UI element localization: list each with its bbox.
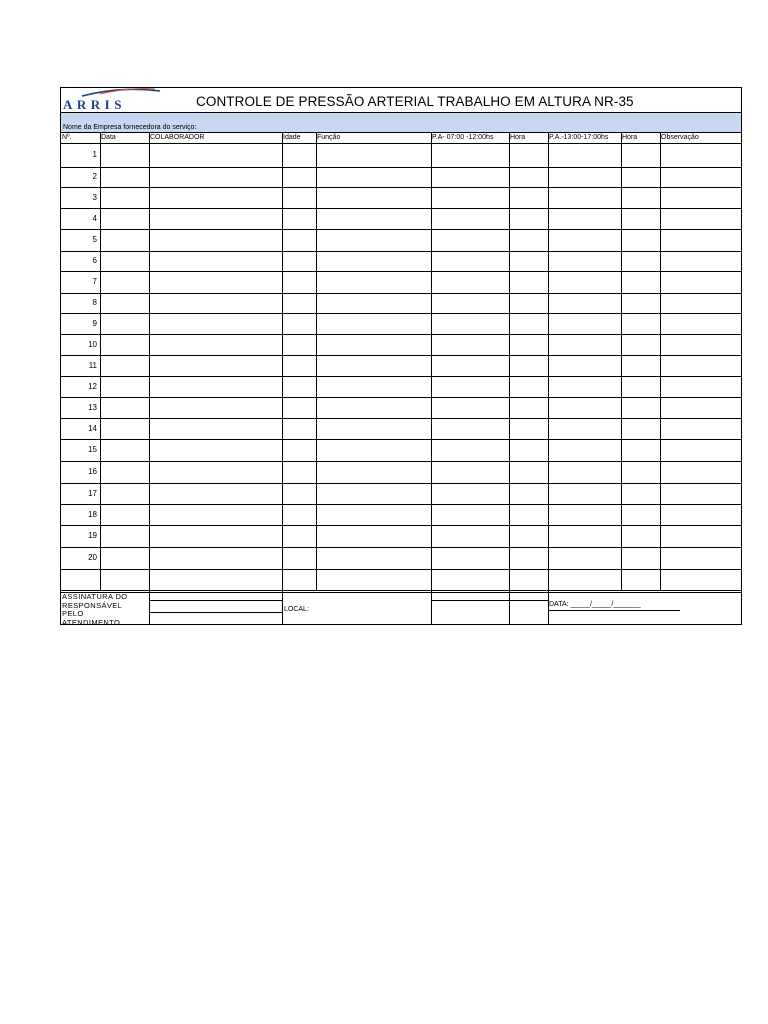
row-number: 17 [88, 488, 97, 498]
footer-divider-double [60, 592, 742, 593]
row-number: 14 [88, 423, 97, 433]
header-divider [60, 143, 742, 144]
footer-col [509, 590, 510, 624]
row-divider [60, 208, 742, 209]
row-divider [60, 187, 742, 188]
row-divider [60, 355, 742, 356]
footer-divider-top [60, 590, 742, 591]
column-divider [431, 132, 432, 590]
row-divider [60, 397, 742, 398]
row-number: 12 [88, 381, 97, 391]
row-divider [60, 293, 742, 294]
title-divider [60, 112, 742, 113]
column-header-8: Hora [622, 134, 638, 141]
row-number: 6 [92, 256, 97, 265]
local-label: LOCAL: [284, 606, 309, 613]
row-divider [60, 504, 742, 505]
row-number: 2 [92, 172, 97, 181]
row-number: 3 [92, 192, 97, 202]
row-divider [60, 569, 742, 570]
row-divider [60, 313, 742, 314]
row-divider [60, 547, 742, 548]
row-number: 19 [88, 531, 97, 540]
column-divider [621, 132, 622, 590]
footer-line [431, 600, 548, 601]
form-title: CONTROLE DE PRESSÃO ARTERIAL TRABALHO EM ALTURA NR-35 [196, 94, 634, 109]
column-header-7: P.A.-13:00-17:00hs [549, 134, 609, 141]
date-underline [548, 610, 680, 611]
row-divider [60, 271, 742, 272]
row-divider [60, 251, 742, 252]
row-number: 4 [92, 213, 97, 223]
sheet-border-bottom [60, 624, 742, 625]
row-number: 8 [92, 298, 97, 307]
company-label: Nome da Empresa fornecedora do serviço: [63, 124, 197, 131]
column-divider [316, 132, 317, 590]
row-number: 15 [88, 445, 97, 454]
column-header-5: P.A- 07:00 -12:00hs [432, 134, 494, 141]
footer-col [282, 590, 283, 624]
column-divider [548, 132, 549, 590]
column-divider [149, 132, 150, 590]
column-header-9: Observação [661, 134, 699, 141]
row-divider [60, 376, 742, 377]
row-number: 9 [92, 318, 97, 328]
row-divider [60, 167, 742, 168]
row-number: 5 [92, 235, 97, 244]
column-divider [282, 132, 283, 590]
footer-col [149, 590, 150, 624]
column-header-4: Função [317, 134, 341, 141]
column-divider [100, 132, 101, 590]
logo-text: ARRIS [63, 97, 126, 112]
column-header-2: COLABORADOR [150, 134, 205, 141]
row-number: 13 [88, 402, 97, 412]
row-divider [60, 525, 742, 526]
band-divider [60, 132, 742, 133]
column-divider [660, 132, 661, 590]
date-label: DATA: _____/_____/_______ [549, 601, 641, 608]
row-number: 10 [88, 339, 97, 349]
arris-logo [60, 87, 180, 113]
row-number: 7 [92, 277, 97, 286]
signature-label: ASSINATURA DO RESPONSÁVEL PELO ATENDIMENTO [62, 592, 128, 627]
row-divider [60, 334, 742, 335]
signature-line-1 [149, 600, 282, 601]
signature-line-2 [149, 612, 282, 613]
row-divider [60, 418, 742, 419]
column-header-6: Hora [510, 134, 526, 141]
row-number: 11 [88, 360, 97, 370]
row-divider [60, 229, 742, 230]
row-divider [60, 483, 742, 484]
column-header-1: Data [101, 134, 116, 141]
row-number: 18 [88, 509, 97, 519]
row-number: 20 [88, 553, 97, 562]
column-header-3: Idade [283, 134, 301, 141]
row-divider [60, 461, 742, 462]
row-number: 16 [88, 467, 97, 476]
pressure-control-form [60, 87, 742, 627]
sheet-border-top [60, 87, 742, 88]
column-header-0: Nº. [62, 134, 72, 141]
footer-col [431, 590, 432, 624]
column-divider [509, 132, 510, 590]
row-divider [60, 439, 742, 440]
row-number: 1 [92, 150, 97, 159]
